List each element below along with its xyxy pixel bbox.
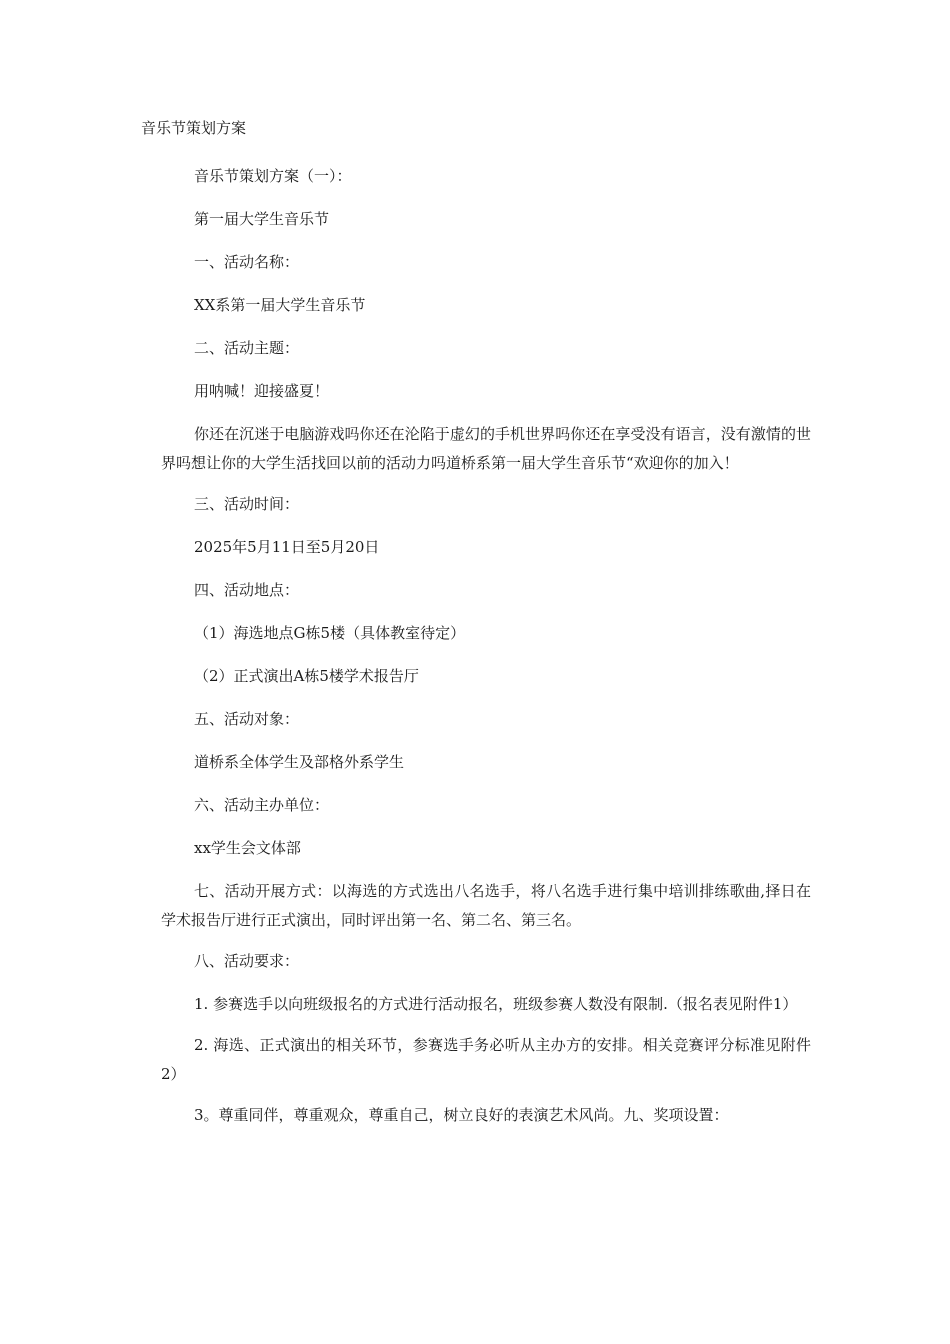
paragraph-format: 七、活动开展方式：以海选的方式选出八名选手，将八名选手进行集中培训排练歌曲,择日在学术报告厅进行正式演出，同时评出第一名、第二名、第三名。	[161, 882, 811, 929]
paragraph-requirement-1: 1. 参赛选手以向班级报名的方式进行活动报名，班级参赛人数没有限制.（报名表见附件1）	[194, 995, 798, 1013]
section-heading-activity-name: 一、活动名称：	[194, 253, 300, 271]
section-heading-location: 四、活动地点：	[194, 581, 300, 599]
paragraph-requirement-2: 2. 海选、正式演出的相关环节，参赛选手务必听从主办方的安排。相关竞赛评分标准见附件2）	[161, 1036, 811, 1083]
document-body	[161, 162, 811, 1144]
section-heading-time: 三、活动时间：	[194, 495, 300, 513]
section-heading-theme: 二、活动主题：	[194, 339, 300, 357]
paragraph-plan-heading: 音乐节策划方案（一）：	[194, 167, 352, 185]
paragraph-activity-name: XX系第一届大学生音乐节	[194, 296, 366, 314]
paragraph-intro: 你还在沉迷于电脑游戏吗你还在沦陷于虚幻的手机世界吗你还在享受没有语言，没有激情的世界吗想让你的大学生活找回以前的活动力吗道桥系第一届大学生音乐节“欢迎你的加入！	[161, 425, 811, 472]
paragraph-time: 2025年5月11日至5月20日	[194, 538, 380, 556]
paragraph-location-audition: （1）海选地点G栋5楼（具体教室待定）	[194, 624, 466, 642]
document-title: 音乐节策划方案	[141, 119, 247, 137]
section-heading-requirements: 八、活动要求：	[194, 952, 300, 970]
paragraph-theme: 用呐喊！迎接盛夏！	[194, 382, 330, 400]
section-heading-organizer: 六、活动主办单位：	[194, 796, 330, 814]
paragraph-organizer: xx学生会文体部	[194, 839, 301, 857]
paragraph-location-performance: （2）正式演出A栋5楼学术报告厅	[194, 667, 419, 685]
paragraph-audience: 道桥系全体学生及部格外系学生	[194, 753, 405, 771]
section-heading-audience: 五、活动对象：	[194, 710, 300, 728]
paragraph-requirement-3: 3。尊重同伴，尊重观众，尊重自己，树立良好的表演艺术风尚。九、奖项设置：	[194, 1106, 729, 1124]
paragraph-festival-name: 第一届大学生音乐节	[194, 210, 330, 228]
